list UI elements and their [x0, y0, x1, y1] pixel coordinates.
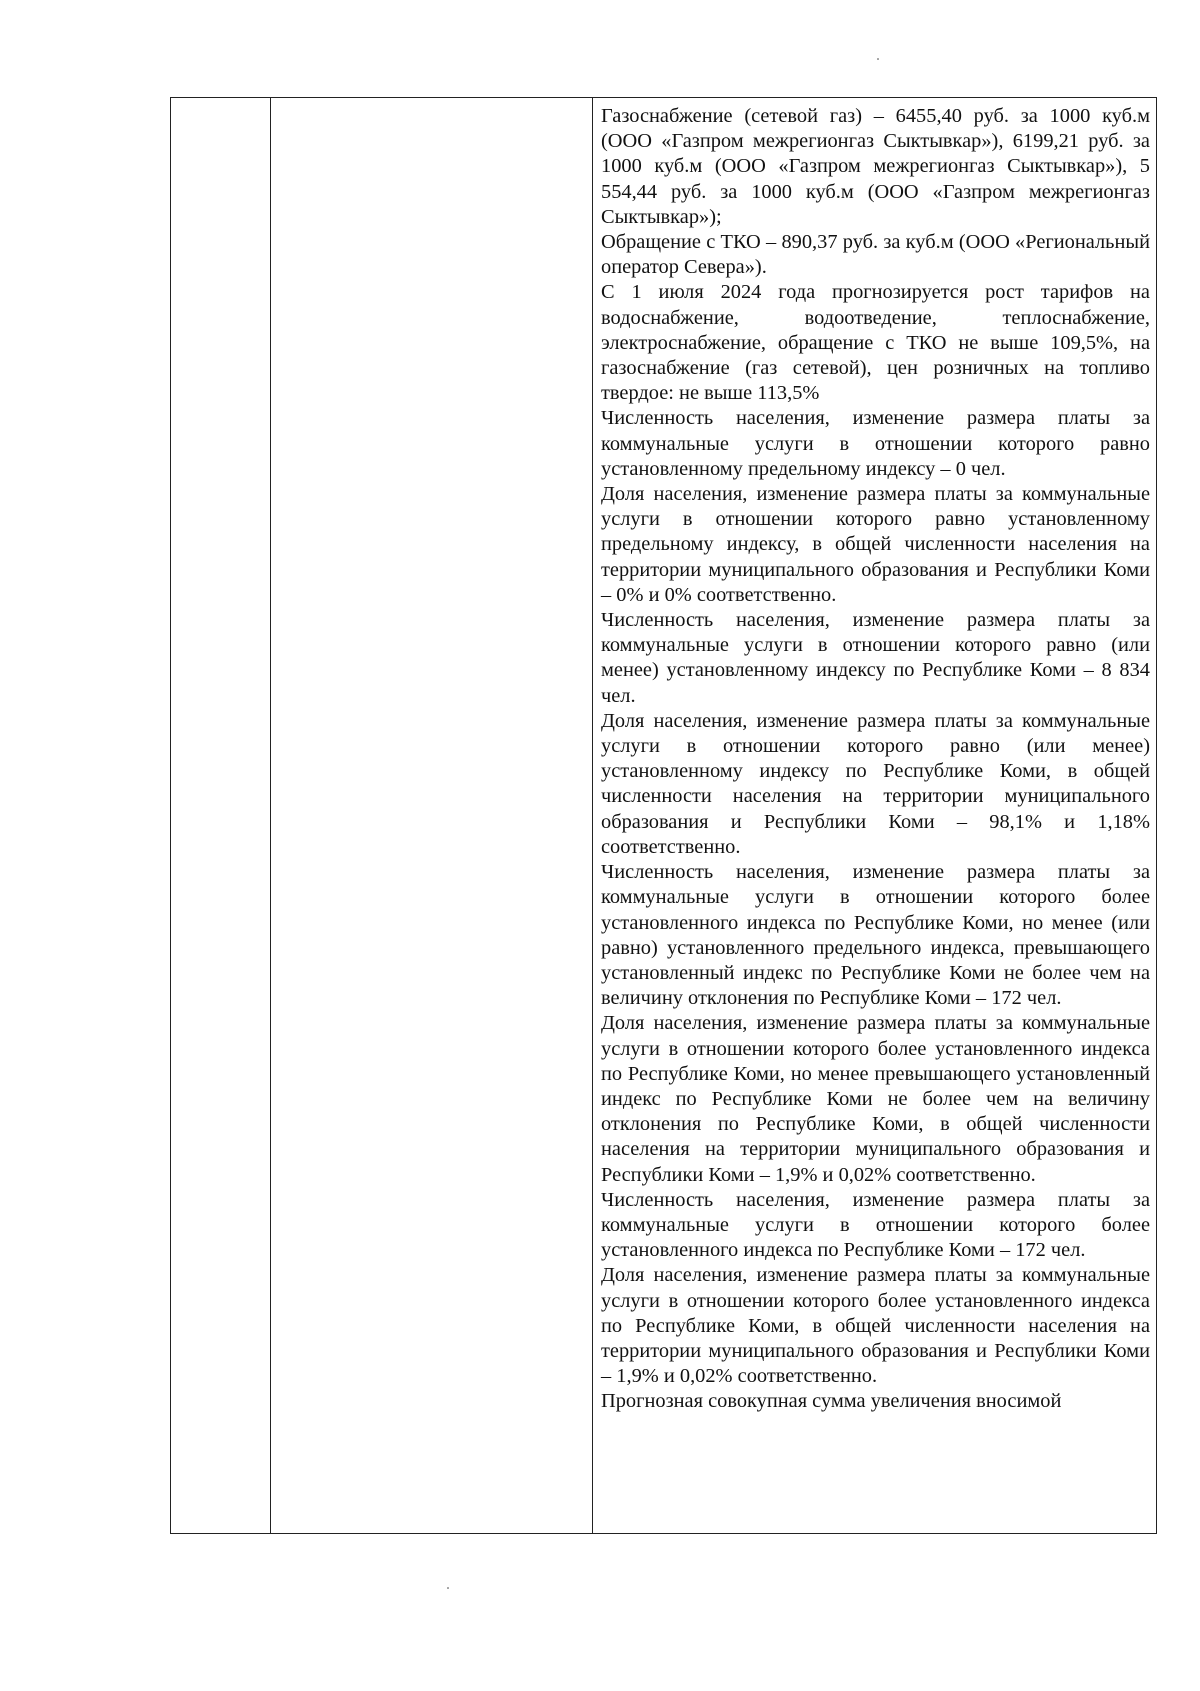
- document-table: [170, 97, 1157, 1534]
- paragraph-share-above-index-within-deviation: Доля населения, изменение размера платы за коммунальные услуги в отношении которого более установленного индекса по Республике Коми, но менее превышающего установленный индекс по Республике Коми не более чем на величину отклонения по Республике Коми, в общей численности населения на территории муниципального образования и Республики Коми – 1,9% и 0,02% соответственно.: [601, 1012, 1150, 1186]
- paragraph-forecast-total-sum: Прогнозная совокупная сумма увеличения вносимой: [601, 1390, 1062, 1413]
- table-cell-number: [171, 98, 271, 1533]
- paragraph-population-komi-index: Численность населения, изменение размера платы за коммунальные услуги в отношении которого равно (или менее) установленному индексу по Республике Коми – 8 834 чел.: [601, 609, 1150, 707]
- paragraph-tko-tariff: Обращение с ТКО – 890,37 руб. за куб.м (ООО «Региональный оператор Севера»).: [601, 231, 1150, 279]
- scan-speck: [447, 1587, 449, 1589]
- paragraph-share-max-index: Доля населения, изменение размера платы за коммунальные услуги в отношении которого равно установленному предельному индексу, в общей численности населения на территории муниципального образования и Республики Коми – 0% и 0% соответственно.: [601, 483, 1150, 606]
- scan-speck: [877, 58, 879, 60]
- paragraph-population-above-index: Численность населения, изменение размера платы за коммунальные услуги в отношении которого более установленного индекса по Республике Коми – 172 чел.: [601, 1188, 1150, 1262]
- paragraph-population-above-index-within-deviation: Численность населения, изменение размера платы за коммунальные услуги в отношении которого более установленного индекса по Республике Коми, но менее (или равно) установленного предельного индекса, превышающего установленный индекс по Республике Коми не более чем на величину отклонения по Республике Коми – 172 чел.: [601, 861, 1150, 1010]
- table-cell-description: [271, 98, 593, 1533]
- paragraph-gas-tariff: Газоснабжение (сетевой газ) – 6455,40 руб. за 1000 куб.м (ООО «Газпром межрегионгаз Сыктывкар»), 6199,21 руб. за 1000 куб.м (ООО «Газпром межрегионгаз Сыктывкар»), 5 554,44 руб. за 1000 куб.м (ООО «Газпром межрегионгаз Сыктывкар»);: [601, 105, 1150, 228]
- paragraph-tariff-forecast: С 1 июля 2024 года прогнозируется рост тарифов на водоснабжение, водоотведение, теплоснабжение, электроснабжение, обращение с ТКО не выше 109,5%, на газоснабжение (газ сетевой), цен розничных на топливо твердое: не выше 113,5%: [601, 281, 1150, 405]
- paragraph-share-komi-index: Доля населения, изменение размера платы за коммунальные услуги в отношении которого равно (или менее) установленному индексу по Республике Коми, в общей численности населения на территории муниципального образования и Республики Коми – 98,1% и 1,18% соответственно.: [601, 709, 1150, 858]
- table-cell-content: [593, 98, 1156, 1533]
- paragraph-population-max-index: Численность населения, изменение размера платы за коммунальные услуги в отношении которого равно установленному предельному индексу – 0 чел.: [601, 407, 1150, 480]
- paragraph-share-above-index: Доля населения, изменение размера платы за коммунальные услуги в отношении которого более установленного индекса по Республике Коми, в общей численности населения на территории муниципального образования и Республики Коми – 1,9% и 0,02% соответственно.: [601, 1264, 1150, 1388]
